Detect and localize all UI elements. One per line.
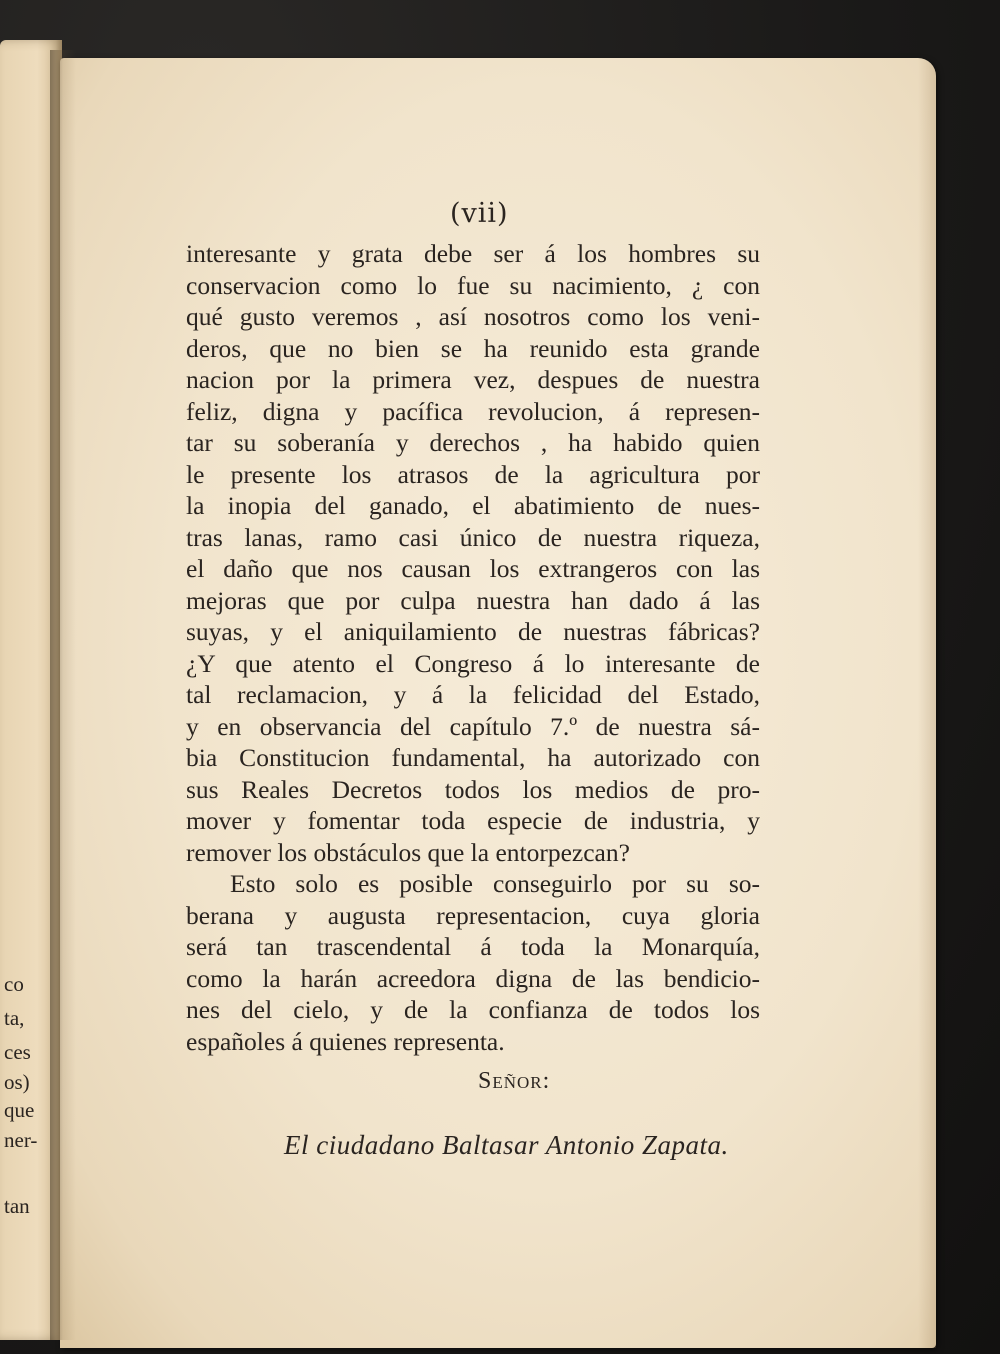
text-line: berana y augusta representacion, cuya gloria [186,900,760,930]
salutation-text: Señor: [478,1068,551,1094]
left-page-fragment: tan [4,1194,30,1218]
text-line: españoles á quienes representa. [186,1026,505,1056]
text-line: el daño que nos causan los extrangeros con las [186,554,760,583]
text-line: mover y fomentar toda especie de industria, y [186,806,760,835]
left-page-fragment: co [4,972,24,996]
text-line: deros, que no bien se ha reunido esta grande [186,333,760,363]
text-line: mejoras que por culpa nuestra han dado á las [186,585,760,615]
salutation [478,1068,550,1095]
left-page-fragment: ta, [4,1006,25,1030]
text-line: interesante y grata debe ser á los hombres su [186,239,760,268]
text-line: nacion por la primera vez, despues de nuestra [186,365,760,394]
left-page-fragment: ces [4,1040,31,1064]
text-line: sus Reales Decretos todos los medios de pro- [186,774,760,804]
page-gutter-shadow [50,50,76,1340]
text-line: tar su soberanía y derechos , ha habido quien [186,428,760,457]
text-line: y en observancia del capítulo 7.º de nuestra sá- [186,711,760,741]
left-page-fragment: que [4,1098,35,1122]
page-number: (vii) [450,198,509,229]
left-page-fragment: os) [4,1070,30,1094]
text-line: la inopia del ganado, el abatimiento de nues- [186,491,760,520]
text-line: como la harán acreedora digna de las bendicio- [186,963,760,993]
text-line: le presente los atrasos de la agricultura por [186,459,760,489]
text-line: qué gusto veremos , así nosotros como los veni- [186,302,760,331]
text-line: feliz, digna y pacífica revolucion, á represen- [186,396,760,426]
text-line: tras lanas, ramo casi único de nuestra riqueza, [186,522,760,552]
text-line: conservacion como lo fue su nacimiento, ¿ con [186,270,760,300]
text-line: nes del cielo, y de la confianza de todos los [186,995,760,1024]
text-line: bia Constitucion fundamental, ha autorizado con [186,743,760,772]
text-line: Esto solo es posible conseguirlo por su so- [230,869,760,898]
body-text [186,238,760,1057]
signature: El ciudadano Baltasar Antonio Zapata. [284,1130,729,1160]
text-line: suyas, y el aniquilamiento de nuestras fábricas? [186,617,760,646]
text-line: remover los obstáculos que la entorpezcan? [186,837,630,867]
text-line: ¿Y que atento el Congreso á lo interesante de [186,648,760,678]
left-page-fragment: ner- [4,1128,38,1152]
text-line: será tan trascendental á toda la Monarquía, [186,932,760,961]
text-line: tal reclamacion, y á la felicidad del Estado, [186,680,760,709]
